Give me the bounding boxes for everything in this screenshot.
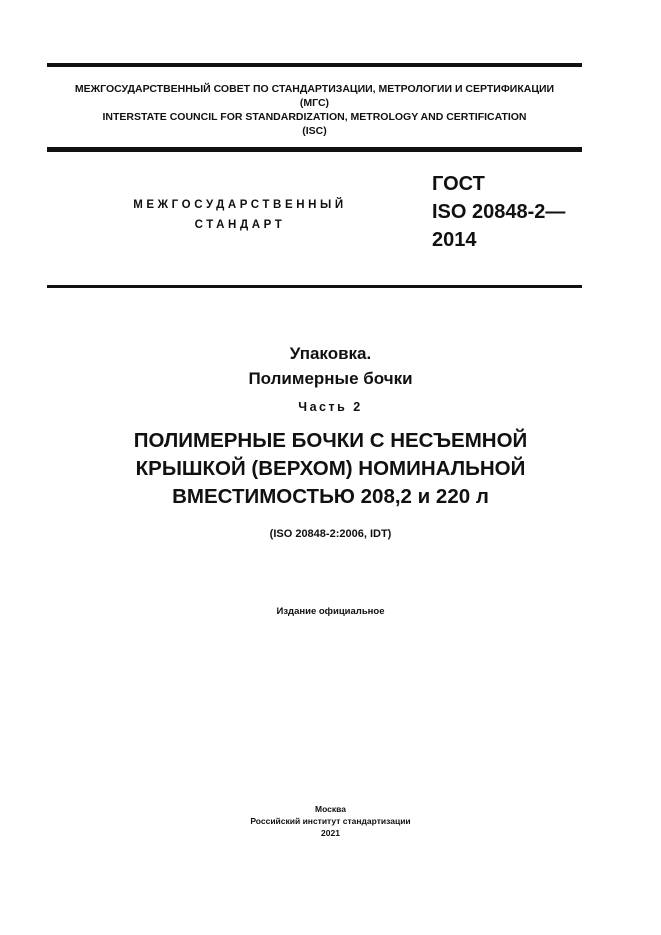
standard-type-line1: МЕЖГОСУДАРСТВЕННЫЙ (133, 199, 347, 211)
part-number: Часть 2 (298, 400, 363, 414)
publisher-year: 2021 (321, 828, 340, 838)
publisher-block (0, 803, 661, 839)
iso-reference: (ISO 20848-2:2006, IDT) (269, 528, 392, 540)
publisher-institute: Российский институт стандартизации (250, 816, 411, 826)
council-name-en: INTERSTATE COUNCIL FOR STANDARDIZATION, METROLOGY AND CERTIFICATION (102, 111, 527, 123)
council-bottom-rule (47, 147, 582, 152)
publisher-city: Москва (315, 804, 346, 814)
gost-designation (432, 170, 565, 254)
gost-line1: ГОСТ (432, 173, 485, 195)
designation-bottom-rule (47, 285, 582, 288)
gost-line2: ISO 20848-2— (432, 201, 566, 223)
title-line1: Упаковка. (289, 344, 372, 363)
gost-line3: 2014 (432, 229, 477, 251)
council-name-ru: МЕЖГОСУДАРСТВЕННЫЙ СОВЕТ ПО СТАНДАРТИЗАЦИИ, МЕТРОЛОГИИ И СЕРТИФИКАЦИИ (74, 83, 555, 95)
council-abbr-en: (ISC) (302, 125, 327, 137)
top-rule (47, 63, 582, 67)
title-line2: Полимерные бочки (248, 369, 413, 388)
main-title-line1: ПОЛИМЕРНЫЕ БОЧКИ С НЕСЪЕМНОЙ (133, 429, 528, 452)
document-title-general (0, 341, 661, 391)
standard-type-line2: СТАНДАРТ (194, 219, 286, 231)
council-abbr-ru: (МГС) (299, 97, 330, 109)
main-title-line2: КРЫШКОЙ (ВЕРХОМ) НОМИНАЛЬНОЙ (135, 457, 526, 480)
main-title-line3: ВМЕСТИМОСТЬЮ 208,2 и 220 л (172, 485, 489, 508)
standard-type (100, 195, 380, 235)
edition-note: Издание официальное (276, 606, 385, 617)
document-title-main (0, 427, 661, 511)
council-block (47, 82, 582, 138)
